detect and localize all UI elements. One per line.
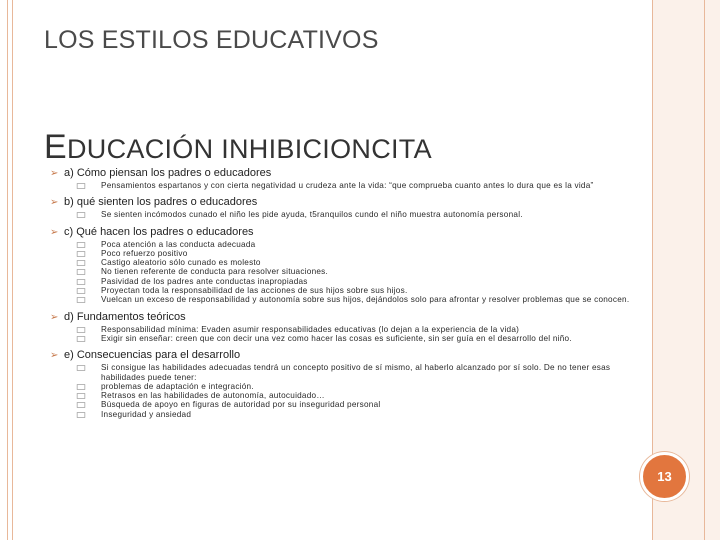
list-item: [75, 363, 630, 382]
list-item-text: Vuelcan un exceso de responsabilidad y autonomía sobre sus hijos, dejándolos solo para afrontar y resolver problemas que se conocen.: [101, 295, 630, 305]
section-header: [50, 349, 630, 361]
heading-rest: DUCACIÓN INHIBICIONCITA: [66, 134, 432, 164]
section-c: [50, 226, 630, 305]
section-items: [75, 240, 630, 305]
slide-heading: [44, 128, 432, 167]
list-item: [75, 382, 630, 391]
list-item: [75, 277, 630, 286]
arrow-bullet-icon: ➢: [50, 226, 59, 238]
frame-line-left: [7, 0, 8, 540]
box-bullet-icon: [77, 183, 85, 189]
frame-line-left-inner: [12, 0, 13, 540]
section-b: [50, 196, 630, 219]
section-header: [50, 196, 630, 208]
box-bullet-icon: [77, 270, 85, 276]
box-bullet-icon: [77, 288, 85, 294]
box-bullet-icon: [77, 412, 85, 418]
arrow-bullet-icon: ➢: [50, 197, 59, 209]
section-label: d) Fundamentos teóricos: [64, 310, 186, 323]
page-number-badge: 13: [640, 452, 689, 501]
section-header: [50, 226, 630, 238]
section-header: [50, 167, 630, 179]
list-item: [75, 258, 630, 267]
box-bullet-icon: [77, 393, 85, 399]
section-items: [75, 363, 630, 419]
section-label: e) Consecuencias para el desarrollo: [64, 349, 241, 362]
box-bullet-icon: [77, 336, 85, 342]
slide-title: LOS ESTILOS EDUCATIVOS: [44, 26, 379, 54]
arrow-bullet-icon: ➢: [50, 168, 59, 179]
list-item-text: Retrasos en las habilidades de autonomía, autocuidado…: [101, 391, 325, 401]
section-a: [50, 167, 630, 190]
list-item-text: Poca atención a las conducta adecuada: [101, 239, 256, 249]
box-bullet-icon: [77, 260, 85, 266]
list-item: [75, 286, 630, 295]
list-item: [75, 181, 630, 190]
box-bullet-icon: [77, 403, 85, 409]
list-item-text: Pasividad de los padres ante conductas inapropiadas: [101, 276, 308, 286]
arrow-bullet-icon: ➢: [50, 350, 59, 362]
list-item-text: Pensamientos espartanos y con cierta negatividad u crudeza ante la vida: “que comprueba cuanto antes lo dura que es la vida”: [101, 181, 594, 190]
box-bullet-icon: [77, 242, 85, 248]
list-item: [75, 210, 630, 219]
box-bullet-icon: [77, 327, 85, 333]
list-item: [75, 267, 630, 276]
box-bullet-icon: [77, 298, 85, 304]
section-header: [50, 311, 630, 323]
section-e: [50, 349, 630, 419]
list-item-text: Responsabilidad mínima: Evaden asumir responsabilidades educativas (lo dejan a la experiencia de la vida): [101, 324, 520, 334]
list-item: [75, 249, 630, 258]
list-item: [75, 240, 630, 249]
box-bullet-icon: [77, 212, 85, 218]
frame-line-right-inner: [704, 0, 705, 540]
section-items: [75, 181, 630, 190]
section-label: b) qué sienten los padres o educadores: [64, 196, 258, 209]
list-item: [75, 410, 630, 419]
box-bullet-icon: [77, 384, 85, 390]
list-item-text: No tienen referente de conducta para resolver situaciones.: [101, 267, 329, 277]
list-item-text: Búsqueda de apoyo en figuras de autoridad por su inseguridad personal: [101, 400, 381, 410]
section-items: [75, 325, 630, 344]
list-item-text: Inseguridad y ansiedad: [101, 409, 192, 419]
list-item-text: Proyectan toda la responsabilidad de las acciones de sus hijos sobre sus hijos.: [101, 286, 408, 296]
list-item-text: Si consigue las habilidades adecuadas tendrá un concepto positivo de sí mismo, al haberlo alcanzado por sí solo. De no tener esas habilidades puede tener:: [101, 363, 611, 382]
section-items: [75, 210, 630, 219]
box-bullet-icon: [77, 365, 85, 371]
section-label: a) Cómo piensan los padres o educadores: [64, 167, 272, 179]
list-item-text: Castigo aleatorio sólo cunado es molesto: [101, 258, 261, 268]
list-item-text: Se sienten incómodos cunado el niño les pide ayuda, t5ranquilos cundo el niño muestra autonomía personal.: [101, 210, 523, 220]
list-item: [75, 334, 630, 343]
list-item: [75, 400, 630, 409]
section-label: c) Qué hacen los padres o educadores: [64, 225, 254, 238]
list-item-text: Exigir sin enseñar: creen que con decir una vez como hacer las cosas es suficiente, sin ser guía en el desarrollo del niño.: [101, 333, 572, 343]
heading-initial: E: [44, 128, 67, 166]
list-item: [75, 295, 630, 304]
section-d: [50, 311, 630, 344]
list-item: [75, 391, 630, 400]
content-body: [50, 167, 630, 425]
box-bullet-icon: [77, 279, 85, 285]
arrow-bullet-icon: ➢: [50, 311, 59, 323]
box-bullet-icon: [77, 251, 85, 257]
list-item-text: problemas de adaptación e integración.: [101, 381, 254, 391]
list-item: [75, 325, 630, 334]
list-item-text: Poco refuerzo positivo: [101, 248, 188, 258]
